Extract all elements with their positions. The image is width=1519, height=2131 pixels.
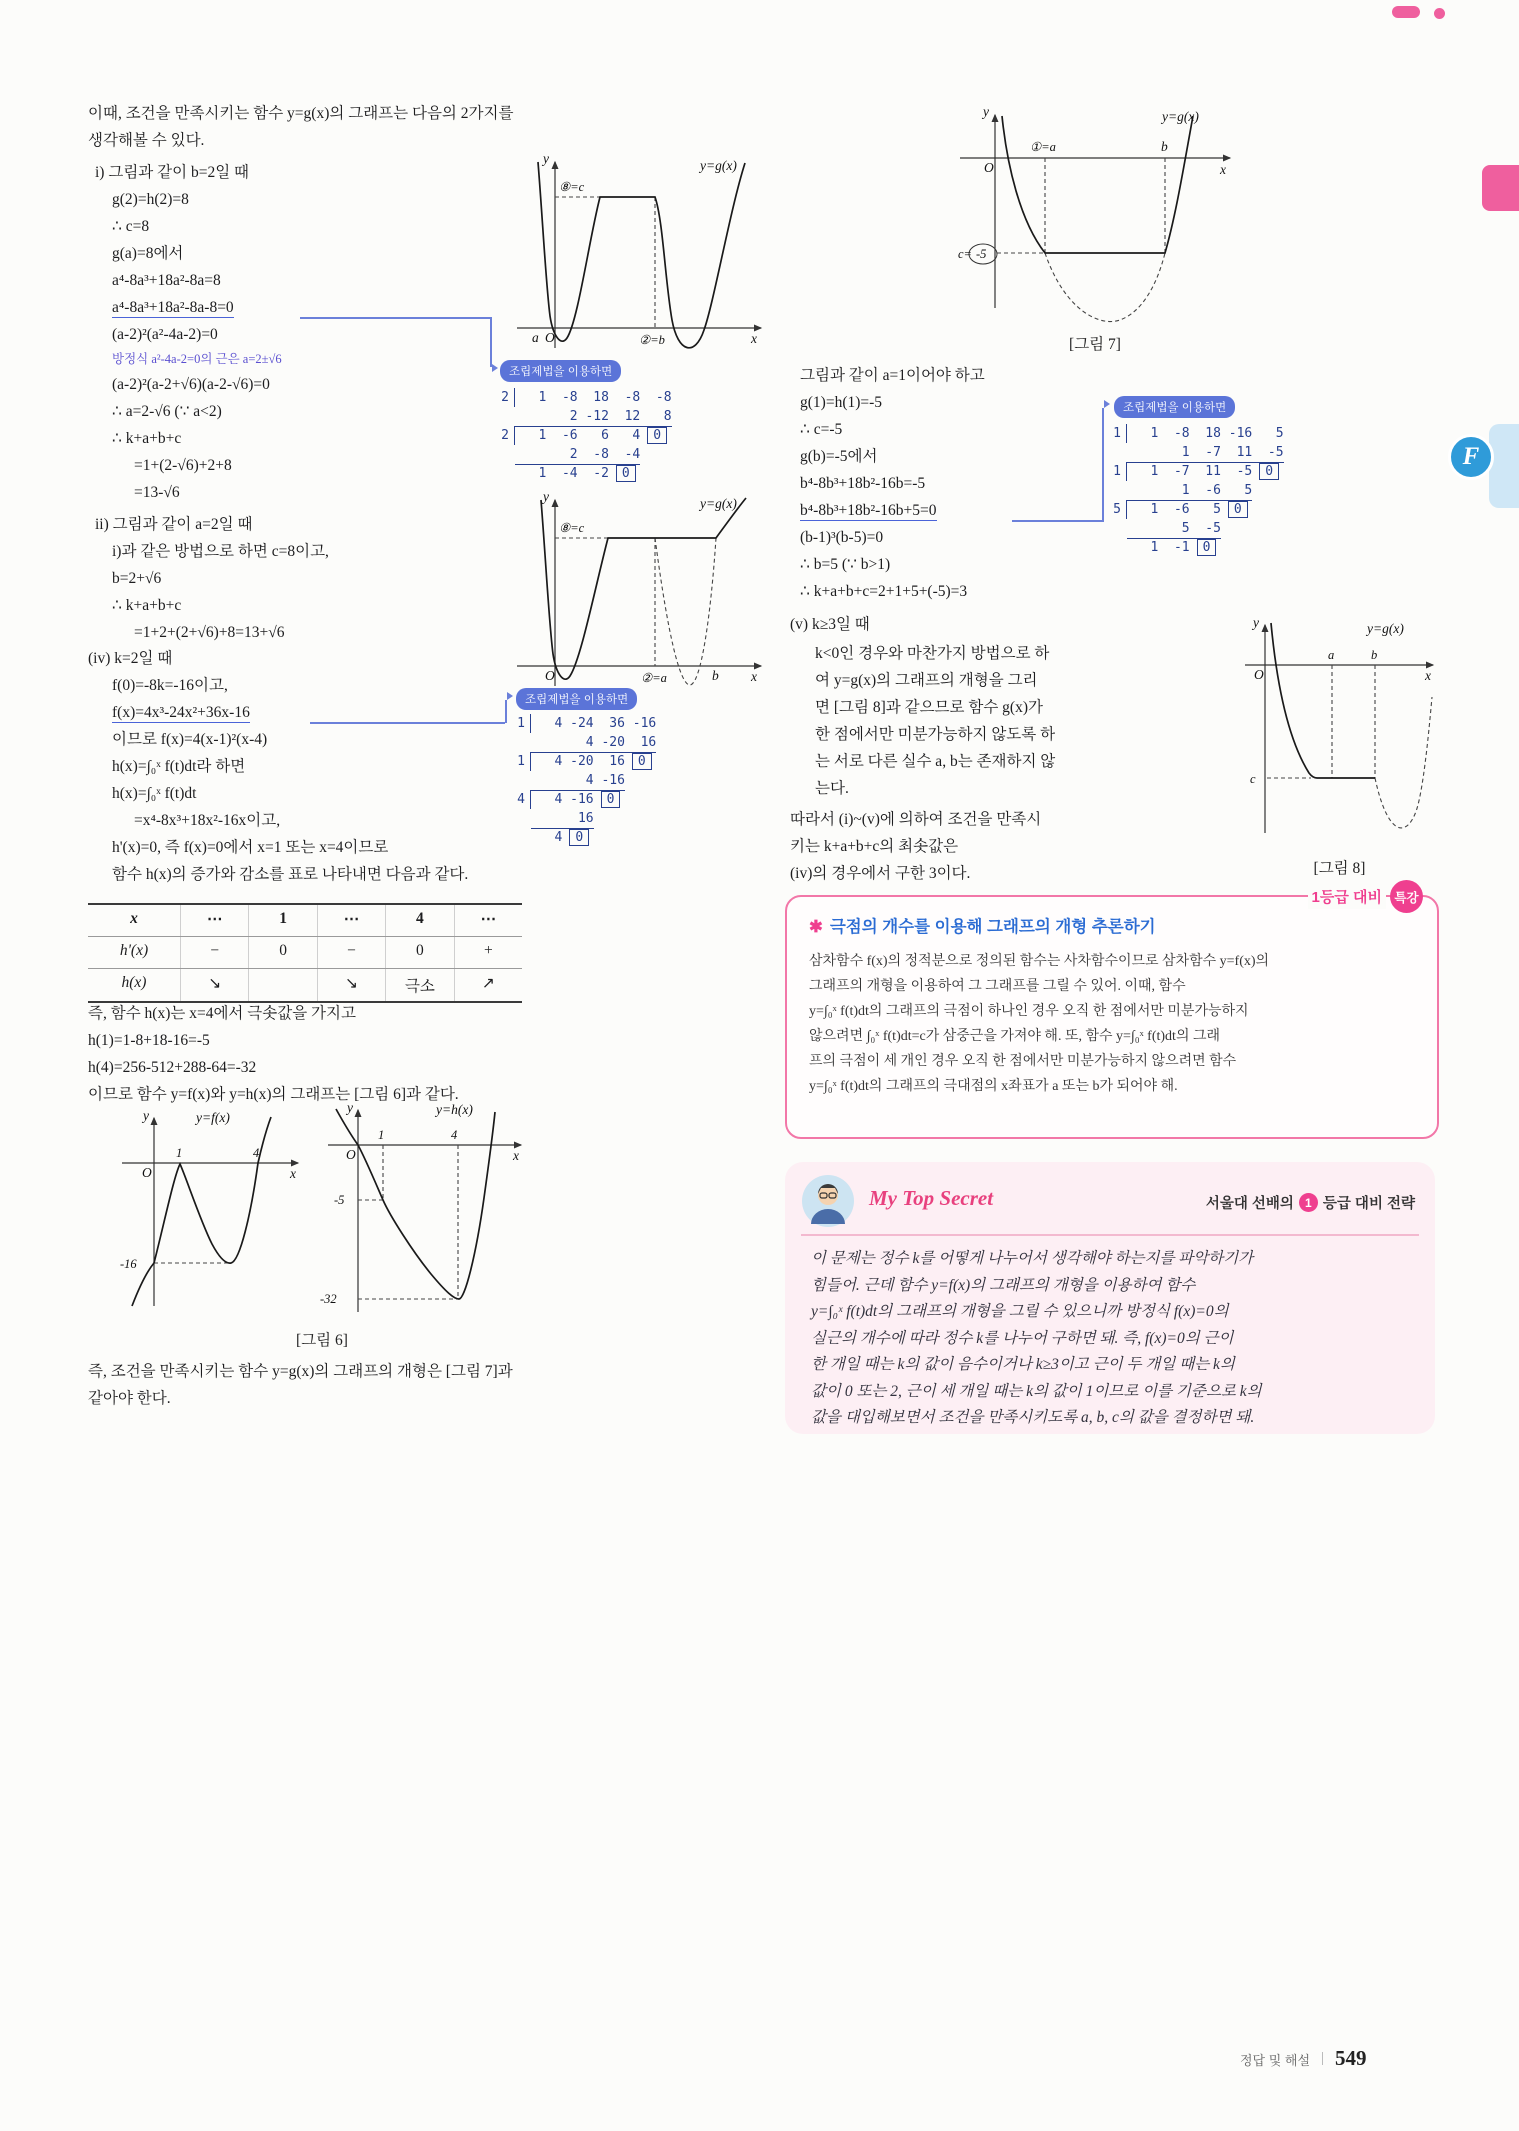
figure-7-caption: [그림 7] <box>1069 336 1121 353</box>
subtitle-prefix: 서울대 선배의 <box>1205 1196 1294 1212</box>
badge-main-label: 1등급 대비 <box>1308 884 1386 909</box>
origin-label: O <box>984 160 994 175</box>
curve-label: y=g(x) <box>700 158 737 173</box>
equation-line: h(x)=∫₀ˣ f(t)dt <box>112 785 197 802</box>
y-axis-label: y <box>143 1108 149 1123</box>
connector-line <box>1012 520 1104 522</box>
equation-line: g(2)=h(2)=8 <box>112 191 189 208</box>
divisor-cell: 2 <box>494 388 515 407</box>
tick-4-label: 4 <box>451 1128 458 1142</box>
equation-line: ∴ k+a+b+c=2+1+5+(-5)=3 <box>800 583 968 600</box>
header-cell: ⋯ <box>454 905 522 936</box>
origin-label: O <box>142 1165 152 1180</box>
text-line: 즉, 함수 h(x)는 x=4에서 극솟값을 가지고 <box>88 1005 356 1022</box>
origin-label: O <box>346 1147 356 1162</box>
case-v-paragraph <box>815 640 1055 802</box>
level-c-label: ⑧=c <box>559 521 585 535</box>
x-axis-label: x <box>751 669 757 684</box>
divisor-cell <box>494 445 515 464</box>
synthetic-division-label: 조립제법을 이용하면 <box>1114 396 1235 418</box>
coefficients-cell: 1 -6 6 4 <box>515 428 641 443</box>
value-cell: 극소 <box>385 969 453 1001</box>
coefficients-cell: 4 -20 16 <box>531 733 656 753</box>
special-topic-body <box>809 949 1269 1099</box>
text-line: 힘들어. 근데 함수 y=f(x)의 그래프의 개형을 이용하여 함수 <box>811 1276 1196 1294</box>
mentor-tip-box <box>785 1162 1435 1434</box>
divisor-cell <box>494 407 515 426</box>
text-line: 실근의 개수에 따라 정수 k를 나누어 구하면 돼. 즉, f(x)=0의 근이 <box>811 1329 1234 1347</box>
synthetic-division-row <box>510 828 663 847</box>
coefficients-cell: 4 -16 <box>531 792 594 807</box>
figure-7-graph <box>950 103 1240 328</box>
equation-line: =1+2+(2+√6)+8=13+√6 <box>134 624 285 641</box>
synthetic-division-row <box>1106 462 1291 481</box>
x-axis-label: x <box>290 1166 296 1181</box>
text-line: (iv)의 경우에서 구한 3이다. <box>790 865 971 882</box>
badge-sub-label: 특강 <box>1390 880 1423 913</box>
text-line: y=∫₀ˣ f(t)dt의 그래프의 극대점의 x좌표가 a 또는 b가 되어야 해. <box>809 1079 1178 1094</box>
solid-curve <box>132 1117 271 1306</box>
synthetic-division-row <box>1106 424 1291 443</box>
synthetic-division-row <box>1106 519 1291 538</box>
divisor-cell <box>1106 481 1127 500</box>
special-topic-title <box>809 913 1156 937</box>
curve-label: y=g(x) <box>700 496 737 511</box>
text-line: 키는 k+a+b+c의 최솟값은 <box>790 838 959 855</box>
equation-line: f(0)=-8k=-16이고, <box>112 677 228 694</box>
coefficients-cell: 16 <box>531 809 594 829</box>
increase-decrease-table <box>88 903 522 1003</box>
coefficients-cell: 4 -16 <box>531 771 625 791</box>
equation-line: (a-2)²(a²-4a-2)=0 <box>112 326 218 343</box>
text-line: 한 개일 때는 k의 값이 음수이거나 k≥3이고 근이 두 개일 때는 k의 <box>811 1356 1235 1373</box>
connector-line <box>300 317 490 319</box>
point-a-label: a <box>532 330 539 345</box>
equation-line: i)과 같은 방법으로 하면 c=8이고, <box>112 543 329 560</box>
divisor-cell: 5 <box>1106 500 1127 519</box>
text-line: 는다. <box>815 780 849 797</box>
point-b-label: b <box>712 668 719 683</box>
text-line: 한 점에서만 미분가능하지 않도록 하 <box>815 726 1056 743</box>
intro-paragraph <box>88 100 513 154</box>
coefficients-cell: 4 <box>531 830 563 845</box>
remainder-cell: 0 <box>616 465 636 482</box>
equation-line: g(b)=-5에서 <box>800 448 878 465</box>
equation-line: b⁴-8b³+18b²-16b=-5 <box>800 475 926 492</box>
origin-label: O <box>545 668 555 683</box>
synthetic-division-row <box>1106 481 1291 500</box>
mentor-tip-body <box>811 1246 1262 1432</box>
value-cell: ↘ <box>317 969 385 1001</box>
synthetic-division-row <box>510 790 663 809</box>
divisor-cell: 1 <box>510 752 531 771</box>
row-label-cell: h(x) <box>121 974 147 991</box>
divisor-cell: 4 <box>510 790 531 809</box>
text-line: 이 문제는 정수 k를 어떻게 나누어서 생각해야 하는지를 파악하기가 <box>811 1250 1254 1267</box>
connector-line <box>310 722 505 724</box>
text-line: 않으려면 ∫₀ˣ f(t)dt=c가 삼중근을 가져야 해. 또, 함수 y=∫₀ˣ f(t)dt의 그래 <box>809 1029 1221 1044</box>
decoration-edge-tab <box>1482 165 1519 211</box>
text-line: 여 y=g(x)의 그래프의 개형을 그리 <box>815 672 1038 689</box>
coefficients-cell: 1 -7 11 -5 <box>1127 443 1284 463</box>
origin-label: O <box>1254 667 1264 682</box>
equation-line: ∴ a=2-√6 (∵ a<2) <box>112 403 222 420</box>
connector-arrow <box>507 692 513 700</box>
divisor-cell: 1 <box>1106 462 1127 481</box>
coefficients-cell: 1 -7 11 -5 <box>1127 464 1253 479</box>
point-a-label: ②=a <box>641 671 667 685</box>
equation-line: =13-√6 <box>134 484 180 501</box>
solid-curve <box>336 1109 495 1299</box>
figure-6-caption: [그림 6] <box>296 1332 348 1349</box>
case-i-equations <box>112 186 282 506</box>
divisor-cell: 1 <box>510 714 531 733</box>
footer-label: 정답 및 해설 <box>1240 2053 1311 2068</box>
text-line: 값을 대입해보면서 조건을 만족시키도록 a, b, c의 값을 결정하면 돼. <box>811 1409 1255 1426</box>
text-line: h(4)=256-512+288-64=-32 <box>88 1059 257 1076</box>
figure-case-ii-graph <box>505 488 770 703</box>
level-c-value: -5 <box>976 247 987 261</box>
tick-4-label: 4 <box>253 1146 260 1160</box>
table-row-derivative <box>88 937 522 969</box>
synthetic-division-table <box>510 714 663 847</box>
text-line: k<0인 경우와 마찬가지 방법으로 하 <box>815 645 1050 662</box>
point-b-label: ②=b <box>639 333 665 347</box>
divisor-cell <box>1106 519 1127 538</box>
coefficients-cell: 1 -6 5 <box>1127 481 1252 501</box>
divisor-cell <box>510 828 531 847</box>
origin-label: O <box>545 330 555 345</box>
synthetic-division-row <box>494 464 679 483</box>
connector-line <box>505 700 507 723</box>
header-divider <box>801 1234 1419 1236</box>
coefficients-cell: 2 -8 -4 <box>515 445 640 465</box>
solid-curve <box>1271 623 1378 778</box>
remainder-cell: 0 <box>1197 539 1217 556</box>
synthetic-division-label: 조립제법을 이용하면 <box>516 688 637 710</box>
decoration-top-right <box>1392 6 1420 18</box>
equation-line-underlined: a⁴-8a³+18a²-8a-8=0 <box>112 299 234 316</box>
decoration-top-right-dot <box>1434 8 1445 19</box>
point-b-label: b <box>1371 648 1378 662</box>
dashed-dip <box>1375 697 1432 828</box>
divisor-cell <box>1106 538 1127 557</box>
star-icon: ✱ <box>809 918 823 936</box>
figure-8-graph <box>1237 615 1442 850</box>
value-cell: + <box>454 937 522 968</box>
remainder-cell: 0 <box>1259 463 1279 480</box>
section-f-icon: F <box>1448 434 1494 480</box>
synthetic-division-row <box>494 407 679 426</box>
header-cell: ⋯ <box>317 905 385 936</box>
text-line: y=∫₀ˣ f(t)dt의 그래프의 극점이 하나인 경우 오직 한 점에서만 미분가능하지 <box>809 1004 1249 1019</box>
figure-6-h-graph <box>318 1100 533 1320</box>
coefficients-cell: 2 -12 12 8 <box>515 407 672 427</box>
intro-line: 생각해볼 수 있다. <box>88 132 205 149</box>
curve-label: y=f(x) <box>196 1110 230 1125</box>
special-topic-box <box>785 889 1439 1139</box>
level-c-label: c= <box>958 247 972 261</box>
case-iv-heading: (iv) k=2일 때 <box>88 650 173 667</box>
divisor-cell <box>510 733 531 752</box>
equation-line: 함수 h(x)의 증가와 감소를 표로 나타내면 다음과 같다. <box>112 866 469 883</box>
equation-line: ∴ b=5 (∵ b>1) <box>800 556 891 573</box>
tick-1-label: 1 <box>378 1128 385 1142</box>
equation-line: g(a)=8에서 <box>112 245 184 262</box>
equation-line: ∴ k+a+b+c <box>112 597 182 614</box>
remainder-cell: 0 <box>569 829 589 846</box>
text-line: 삼차함수 f(x)의 정적분으로 정의된 함수는 사차함수이므로 삼차함수 y=f(x)의 <box>809 954 1270 969</box>
header-cell: x <box>130 910 138 927</box>
synthetic-division-row <box>510 714 663 733</box>
equation-note: 방정식 a²-4a-2=0의 근은 a=2±√6 <box>112 352 282 366</box>
text-line: 면 [그림 8]과 같으므로 함수 g(x)가 <box>815 699 1043 716</box>
table-header-row <box>88 905 522 937</box>
value-cell <box>248 969 316 1001</box>
synthetic-division-row <box>510 809 663 828</box>
value-cell: 0 <box>248 937 316 968</box>
closing-paragraph <box>88 1358 513 1412</box>
case-i-heading: i) 그림과 같이 b=2일 때 <box>95 164 250 181</box>
value-minus16-label: -16 <box>120 1257 137 1271</box>
synthetic-division-row <box>1106 500 1291 519</box>
tick-1-label: 1 <box>176 1146 183 1160</box>
remainder-cell: 0 <box>647 427 667 444</box>
value-cell: ↗ <box>454 969 522 1001</box>
text-line: 따라서 (i)~(v)에 의하여 조건을 만족시 <box>790 811 1042 828</box>
divisor-cell <box>494 464 515 483</box>
equation-line: =x⁴-8x³+18x²-16x이고, <box>134 812 281 829</box>
subtitle-suffix: 등급 대비 전략 <box>1322 1196 1415 1212</box>
equation-line-underlined: f(x)=4x³-24x²+36x-16 <box>112 704 250 721</box>
case-ii-equations <box>112 538 329 646</box>
connector-arrow <box>492 364 498 372</box>
coefficients-cell: 4 -20 16 <box>531 754 625 769</box>
y-axis-label: y <box>983 104 989 119</box>
y-axis-label: y <box>347 1100 353 1115</box>
synthetic-division-row <box>494 388 679 407</box>
grade-badge <box>1308 880 1423 913</box>
x-axis-label: x <box>1220 162 1226 177</box>
equation-line: ∴ c=8 <box>112 218 150 235</box>
coefficients-cell: 5 -5 <box>1127 519 1221 539</box>
point-a-label: a <box>1328 648 1335 662</box>
equation-line: h'(x)=0, 즉 f(x)=0에서 x=1 또는 x=4이므로 <box>112 839 389 856</box>
divisor-cell: 2 <box>494 426 515 445</box>
connector-arrow <box>1104 400 1110 408</box>
special-topic-title-text: 극점의 개수를 이용해 그래프의 개형 추론하기 <box>829 918 1156 936</box>
equation-line: ∴ c=-5 <box>800 421 843 438</box>
equation-line: ∴ k+a+b+c <box>112 430 182 447</box>
value-cell: − <box>317 937 385 968</box>
case-ii-heading: ii) 그림과 같이 a=2일 때 <box>95 516 253 533</box>
x-axis-label: x <box>1425 668 1431 683</box>
case-v-heading: (v) k≥3일 때 <box>790 616 870 633</box>
text-line: 그림과 같이 a=1이어야 하고 <box>800 367 985 384</box>
coefficients-cell: 1 -6 5 <box>1127 502 1221 517</box>
coefficients-cell: 4 -24 36 -16 <box>531 716 657 731</box>
equation-line-underlined: b⁴-8b³+18b²-16b+5=0 <box>800 502 937 519</box>
equation-line: =1+(2-√6)+2+8 <box>134 457 232 474</box>
text-line: 이므로 함수 y=f(x)와 y=h(x)의 그래프는 [그림 6]과 같다. <box>88 1086 459 1103</box>
page-footer <box>1240 2046 1367 2071</box>
value-cell: − <box>180 937 248 968</box>
value-minus32-label: -32 <box>320 1292 337 1306</box>
level-c-label: c <box>1250 772 1256 786</box>
connector-line <box>1102 408 1104 521</box>
header-cell: 4 <box>385 905 453 936</box>
synthetic-division-row <box>510 733 663 752</box>
page-edge-tab <box>1489 424 1519 508</box>
coefficients-cell: 1 -8 18 -8 -8 <box>515 390 672 405</box>
equation-line: (a-2)²(a-2+√6)(a-2-√6)=0 <box>112 376 270 393</box>
synthetic-division-row <box>1106 538 1291 557</box>
dashed-dip <box>1045 253 1165 322</box>
equation-line: h(x)=∫₀ˣ f(t)dt라 하면 <box>112 758 246 775</box>
synthetic-division-row <box>1106 443 1291 462</box>
text-line: 그래프의 개형을 이용하여 그 그래프를 그릴 수 있어. 이때, 함수 <box>809 979 1186 994</box>
footer-divider <box>1322 2052 1323 2065</box>
case-iv-equations <box>112 672 468 888</box>
solid-curve <box>1002 116 1193 253</box>
text-line: y=∫₀ˣ f(t)dt의 그래프의 개형을 그릴 수 있으니까 방정식 f(x)=0의 <box>811 1303 1229 1320</box>
divisor-cell <box>510 809 531 828</box>
text-line: 값이 0 또는 2, 근이 세 개일 때는 k의 값이 1이므로 이를 기준으로 k의 <box>811 1382 1262 1400</box>
synthetic-division-label: 조립제법을 이용하면 <box>500 360 621 382</box>
row-label-cell: h'(x) <box>119 942 149 959</box>
text-line: 같아야 한다. <box>88 1390 171 1407</box>
y-axis-label: y <box>543 151 549 166</box>
conclusion-paragraph <box>790 806 1041 887</box>
mentor-tip-title: My Top Secret <box>869 1186 994 1210</box>
coefficients-cell: 1 -4 -2 <box>515 466 609 481</box>
curve-label: y=g(x) <box>1367 621 1404 636</box>
x-axis-label: x <box>513 1148 519 1163</box>
equation-line: 이므로 f(x)=4(x-1)²(x-4) <box>112 731 268 748</box>
value-cell: 0 <box>385 937 453 968</box>
text-line: h(1)=1-8+18-16=-5 <box>88 1032 210 1049</box>
header-cell: 1 <box>248 905 316 936</box>
y-axis-label: y <box>1253 615 1259 630</box>
dashed-dip <box>655 538 716 685</box>
remainder-cell: 0 <box>632 753 652 770</box>
remainder-cell: 0 <box>601 791 621 808</box>
value-minus5-label: -5 <box>334 1193 345 1207</box>
figure-case-i-graph <box>505 150 770 365</box>
curve-label: y=g(x) <box>1162 109 1199 124</box>
curve-label: y=h(x) <box>436 1102 473 1117</box>
synthetic-division-row <box>494 445 679 464</box>
x-axis-label: x <box>751 331 757 346</box>
synthetic-division-row <box>494 426 679 445</box>
synthetic-division-row <box>510 752 663 771</box>
synthetic-division-table <box>494 388 679 483</box>
mentor-tip-subtitle <box>1206 1192 1415 1213</box>
point-b-label: b <box>1161 139 1168 154</box>
text-line: 프의 극점이 세 개인 경우 오직 한 점에서만 미분가능하지 않으려면 함수 <box>809 1054 1237 1069</box>
divisor-cell: 1 <box>1106 424 1127 443</box>
coefficients-cell: 1 -8 18 -16 5 <box>1127 426 1284 441</box>
header-cell: ⋯ <box>180 905 248 936</box>
footer-page-number: 549 <box>1335 2046 1367 2070</box>
point-a-label: ①=a <box>1030 140 1056 154</box>
divisor-cell <box>510 771 531 790</box>
mentor-avatar <box>801 1174 855 1228</box>
figure-8-caption: [그림 8] <box>1313 860 1366 877</box>
divisor-cell <box>1106 443 1127 462</box>
equation-line: g(1)=h(1)=-5 <box>800 394 883 411</box>
equation-line: a⁴-8a³+18a²-8a=8 <box>112 272 221 289</box>
synthetic-division-row <box>510 771 663 790</box>
level-c-label: ⑧=c <box>559 180 585 194</box>
figure-6-f-graph <box>112 1108 307 1313</box>
connector-line <box>490 317 492 367</box>
table-row-function <box>88 969 522 1001</box>
intro-line: 이때, 조건을 만족시키는 함수 y=g(x)의 그래프는 다음의 2가지를 <box>88 105 514 122</box>
equation-line: (b-1)³(b-5)=0 <box>800 529 884 546</box>
coefficients-cell: 1 -1 <box>1127 540 1190 555</box>
post-table-paragraph <box>88 1000 459 1108</box>
grade-1-icon: 1 <box>1299 1193 1318 1212</box>
value-cell: ↘ <box>180 969 248 1001</box>
y-axis-label: y <box>543 489 549 504</box>
figure7-equations <box>800 362 985 605</box>
equation-line: b=2+√6 <box>112 570 162 587</box>
remainder-cell: 0 <box>1228 501 1248 518</box>
text-line: 는 서로 다른 실수 a, b는 존재하지 않 <box>815 753 1056 770</box>
synthetic-division-table <box>1106 424 1291 557</box>
text-line: 즉, 조건을 만족시키는 함수 y=g(x)의 그래프의 개형은 [그림 7]과 <box>88 1363 513 1380</box>
